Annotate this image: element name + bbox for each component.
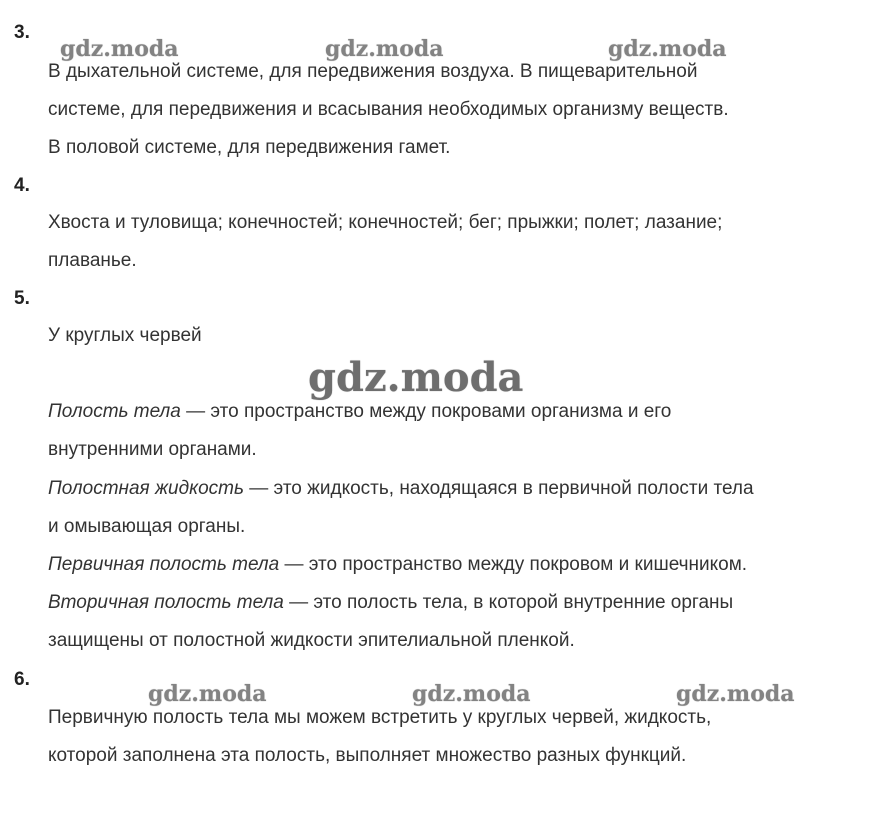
watermark-logo: gdz.moda	[325, 36, 444, 62]
definition-line	[48, 400, 671, 424]
answer-text-line: В половой системе, для передвижения гамет.	[48, 137, 451, 158]
answer-text-line: У круглых червей	[48, 325, 202, 346]
definition-term: Вторичная полость тела	[48, 592, 284, 613]
definition-line	[48, 591, 733, 615]
definition-term: Первичная полость тела	[48, 554, 280, 575]
definition-line: и омывающая органы.	[48, 516, 246, 537]
watermark-logo: gdz.moda	[412, 681, 531, 707]
answer-text-line: системе, для передвижения и всасывания необходимых организму веществ.	[48, 99, 729, 120]
answer-number: 3.	[14, 22, 30, 43]
watermark-logo: gdz.moda	[148, 681, 267, 707]
watermark-logo: gdz.moda	[608, 36, 727, 62]
definition-text: — это полость тела, в которой внутренние органы	[283, 592, 734, 613]
definition-line	[48, 553, 747, 577]
definition-text: — это пространство между покровами организма и его	[180, 401, 672, 422]
definition-text: — это пространство между покровом и кишечником.	[279, 554, 748, 575]
answer-number: 5.	[14, 288, 30, 309]
answer-text-line: Первичную полость тела мы можем встретить у круглых червей, жидкость,	[48, 707, 712, 728]
answer-text-line: которой заполнена эта полость, выполняет множество разных функций.	[48, 745, 687, 766]
answer-text-line: Хвоста и туловища; конечностей; конечностей; бег; прыжки; полет; лазание;	[48, 212, 723, 233]
definition-line: внутренними органами.	[48, 439, 257, 460]
answer-number: 4.	[14, 175, 30, 196]
watermark-logo: gdz.moda	[676, 681, 795, 707]
watermark-logo: gdz.moda	[60, 36, 179, 62]
answer-text-line: В дыхательной системе, для передвижения воздуха. В пищеварительной	[48, 61, 698, 82]
definition-line: защищены от полостной жидкости эпителиальной пленкой.	[48, 630, 575, 651]
answer-number: 6.	[14, 669, 30, 690]
definition-term: Полостная жидкость	[48, 478, 244, 499]
answer-text-line: плаванье.	[48, 250, 137, 271]
definition-line	[48, 477, 754, 501]
definition-text: — это жидкость, находящаяся в первичной полости тела	[243, 478, 754, 499]
definition-term: Полость тела	[48, 401, 181, 422]
watermark-logo-large: gdz.moda	[308, 354, 524, 401]
